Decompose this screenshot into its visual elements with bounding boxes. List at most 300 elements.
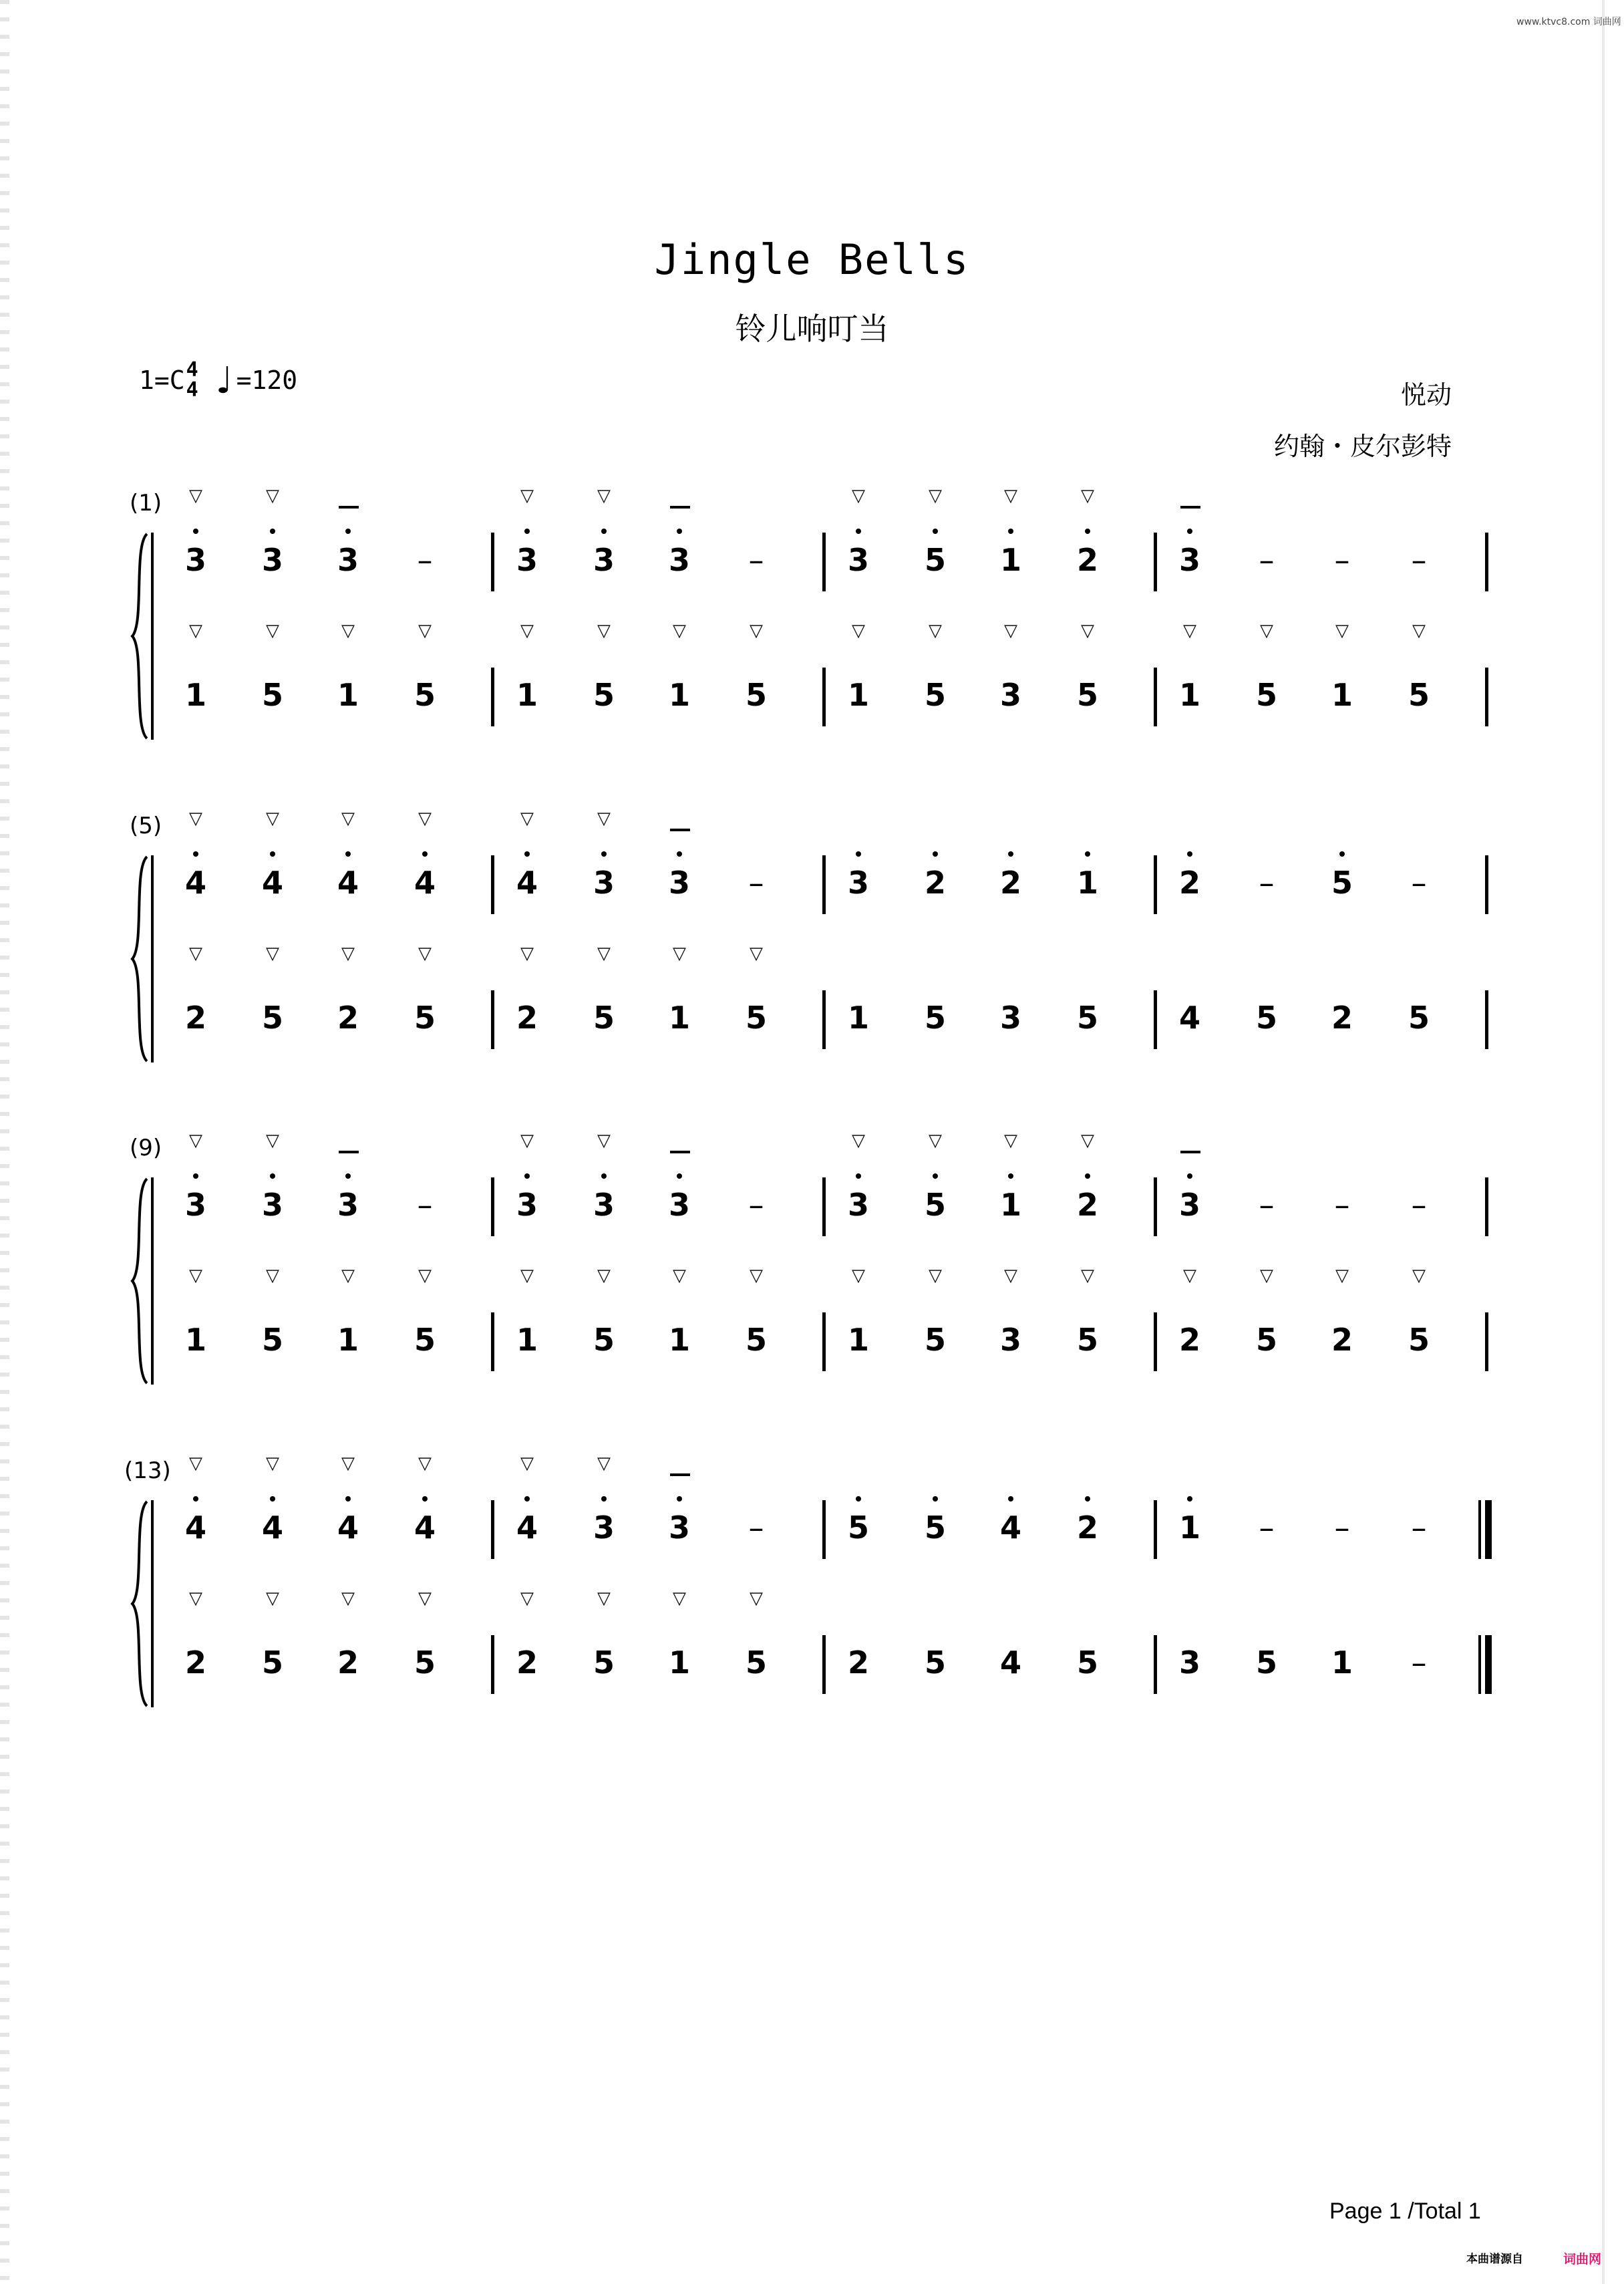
note-4: 4 <box>184 1510 206 1546</box>
page-footer: Page 1 /Total 1 <box>1329 2198 1481 2224</box>
note-1: 1 <box>999 542 1021 578</box>
sustain-dash: – <box>1411 542 1427 578</box>
octave-dot <box>1008 1496 1013 1502</box>
octave-dot <box>601 1173 607 1179</box>
octave-dot <box>856 1496 861 1502</box>
octave-dot <box>1187 1496 1192 1502</box>
note-5: 5 <box>1408 1000 1430 1036</box>
octave-dot <box>1187 1173 1192 1179</box>
quarter-note-icon: ♩ <box>211 358 235 403</box>
accent-mark-icon: ▽ <box>852 1266 865 1286</box>
accent-mark-icon: ▽ <box>418 1266 432 1286</box>
note-5: 5 <box>593 677 615 713</box>
octave-dot <box>270 1173 275 1179</box>
final-barline-thick <box>1485 1635 1492 1694</box>
sustain-dash: – <box>1334 542 1350 578</box>
accent-mark-icon: ▽ <box>418 1453 432 1473</box>
note-5: 5 <box>1331 865 1353 901</box>
system-left-barline <box>151 1177 154 1385</box>
accent-mark-icon: ▽ <box>929 1266 942 1286</box>
octave-dot <box>601 851 607 857</box>
time-signature <box>186 360 198 400</box>
note-5: 5 <box>745 1000 767 1036</box>
note-2: 2 <box>1076 1187 1098 1223</box>
octave-dot <box>422 851 428 857</box>
barline <box>1154 1312 1157 1371</box>
note-5: 5 <box>261 1645 283 1681</box>
note-4: 4 <box>337 865 359 901</box>
note-3: 3 <box>184 542 206 578</box>
accent-mark-icon: ▽ <box>266 1588 279 1608</box>
accent-mark-icon: ▽ <box>341 809 355 829</box>
note-3: 3 <box>847 865 869 901</box>
sustain-dash: – <box>748 542 764 578</box>
octave-dot <box>193 1173 198 1179</box>
note-5: 5 <box>593 1645 615 1681</box>
sustain-dash: – <box>1259 1510 1275 1546</box>
barline <box>491 668 494 726</box>
brace-icon <box>130 1500 150 1707</box>
note-1: 1 <box>184 677 206 713</box>
note-3: 3 <box>1178 1645 1200 1681</box>
octave-dot <box>856 1173 861 1179</box>
note-4: 4 <box>516 865 538 901</box>
barline <box>1485 1177 1488 1236</box>
note-3: 3 <box>516 1187 538 1223</box>
octave-dot <box>677 1173 682 1179</box>
note-4: 4 <box>1178 1000 1200 1036</box>
accent-mark-icon: ▽ <box>266 1131 279 1151</box>
note-2: 2 <box>516 1645 538 1681</box>
barline <box>1485 1312 1488 1371</box>
octave-dot <box>933 1496 938 1502</box>
barline <box>1154 1500 1157 1559</box>
octave-dot <box>933 529 938 534</box>
accent-mark-icon: ▽ <box>597 621 611 641</box>
note-2: 2 <box>924 865 946 901</box>
note-1: 1 <box>1178 677 1200 713</box>
note-3: 3 <box>593 1187 615 1223</box>
note-3: 3 <box>999 1000 1021 1036</box>
barline <box>1154 1635 1157 1694</box>
octave-dot <box>677 851 682 857</box>
accent-mark-icon: ▽ <box>597 1588 611 1608</box>
accent-mark-icon: ▽ <box>520 809 534 829</box>
note-3: 3 <box>184 1187 206 1223</box>
system-left-barline <box>151 1500 154 1707</box>
accent-mark-icon: ▽ <box>1004 621 1017 641</box>
barline <box>1485 855 1488 914</box>
note-1: 1 <box>337 677 359 713</box>
barline <box>1154 1177 1157 1236</box>
octave-dot <box>345 1496 351 1502</box>
sustain-dash: – <box>1411 1187 1427 1223</box>
measure-number: (5) <box>130 813 162 839</box>
octave-dot <box>270 529 275 534</box>
note-3: 3 <box>1178 542 1200 578</box>
accent-mark-icon: ▽ <box>418 944 432 964</box>
note-4: 4 <box>414 1510 436 1546</box>
note-1: 1 <box>668 1000 690 1036</box>
note-1: 1 <box>1076 865 1098 901</box>
note-1: 1 <box>184 1322 206 1358</box>
brace-icon <box>130 1177 150 1385</box>
note-3: 3 <box>999 677 1021 713</box>
note-4: 4 <box>261 1510 283 1546</box>
accent-mark-icon: ▽ <box>520 1131 534 1151</box>
octave-dot <box>524 851 530 857</box>
barline <box>491 533 494 591</box>
octave-dot <box>933 851 938 857</box>
note-3: 3 <box>668 1510 690 1546</box>
accent-mark-icon: ▽ <box>1412 621 1426 641</box>
accent-mark-icon: ▽ <box>1081 486 1094 506</box>
accent-mark-icon: ▽ <box>520 486 534 506</box>
accent-mark-icon: ▽ <box>1004 486 1017 506</box>
accent-mark-icon: ▽ <box>929 486 942 506</box>
note-2: 2 <box>1331 1322 1353 1358</box>
accent-mark-icon: ▽ <box>852 1131 865 1151</box>
note-2: 2 <box>1331 1000 1353 1036</box>
octave-dot <box>601 529 607 534</box>
sustain-dash: – <box>748 1187 764 1223</box>
octave-dot <box>524 1496 530 1502</box>
upper-line-mark <box>339 506 359 509</box>
brace-icon <box>130 855 150 1062</box>
sustain-dash: – <box>1259 542 1275 578</box>
note-3: 3 <box>668 1187 690 1223</box>
barline <box>1154 855 1157 914</box>
final-barline-thick <box>1485 1500 1492 1559</box>
note-2: 2 <box>1076 542 1098 578</box>
note-1: 1 <box>847 1000 869 1036</box>
accent-mark-icon: ▽ <box>597 1131 611 1151</box>
barline <box>491 1635 494 1694</box>
barline <box>491 1312 494 1371</box>
barline <box>491 1500 494 1559</box>
note-3: 3 <box>337 1187 359 1223</box>
accent-mark-icon: ▽ <box>520 1588 534 1608</box>
accent-mark-icon: ▽ <box>1081 1131 1094 1151</box>
accent-mark-icon: ▽ <box>520 621 534 641</box>
note-3: 3 <box>847 542 869 578</box>
accent-mark-icon: ▽ <box>418 1588 432 1608</box>
note-3: 3 <box>261 542 283 578</box>
note-5: 5 <box>745 1322 767 1358</box>
accent-mark-icon: ▽ <box>189 1588 202 1608</box>
accent-mark-icon: ▽ <box>1004 1266 1017 1286</box>
upper-line-mark <box>339 1151 359 1153</box>
octave-dot <box>270 851 275 857</box>
note-4: 4 <box>999 1645 1021 1681</box>
octave-dot <box>677 529 682 534</box>
note-4: 4 <box>516 1510 538 1546</box>
brace-icon <box>130 533 150 740</box>
octave-dot <box>1008 851 1013 857</box>
note-5: 5 <box>261 1000 283 1036</box>
note-5: 5 <box>924 1000 946 1036</box>
accent-mark-icon: ▽ <box>597 1453 611 1473</box>
octave-dot <box>601 1496 607 1502</box>
note-1: 1 <box>1331 1645 1353 1681</box>
sustain-dash: – <box>417 542 433 578</box>
sustain-dash: – <box>1334 1187 1350 1223</box>
note-1: 1 <box>337 1322 359 1358</box>
barline <box>491 1177 494 1236</box>
sustain-dash: – <box>1259 1187 1275 1223</box>
note-1: 1 <box>847 677 869 713</box>
note-3: 3 <box>847 1187 869 1223</box>
accent-mark-icon: ▽ <box>1335 1266 1349 1286</box>
note-5: 5 <box>593 1322 615 1358</box>
note-2: 2 <box>516 1000 538 1036</box>
accent-mark-icon: ▽ <box>1412 1266 1426 1286</box>
accent-mark-icon: ▽ <box>189 1131 202 1151</box>
barline <box>1485 668 1488 726</box>
barline <box>822 1177 826 1236</box>
sustain-dash: – <box>1259 865 1275 901</box>
final-barline-thin <box>1478 1635 1481 1694</box>
accent-mark-icon: ▽ <box>597 1266 611 1286</box>
accent-mark-icon: ▽ <box>266 944 279 964</box>
final-barline-thin <box>1478 1500 1481 1559</box>
accent-mark-icon: ▽ <box>341 944 355 964</box>
upper-line-mark <box>670 829 690 831</box>
accent-mark-icon: ▽ <box>750 621 763 641</box>
header-url: www.ktvc8.com 词曲网 <box>1516 17 1621 27</box>
accent-mark-icon: ▽ <box>189 1453 202 1473</box>
note-5: 5 <box>1076 677 1098 713</box>
note-5: 5 <box>414 677 436 713</box>
note-3: 3 <box>516 542 538 578</box>
note-5: 5 <box>1076 1322 1098 1358</box>
accent-mark-icon: ▽ <box>266 1266 279 1286</box>
octave-dot <box>345 529 351 534</box>
note-5: 5 <box>924 1510 946 1546</box>
note-3: 3 <box>593 542 615 578</box>
octave-dot <box>345 851 351 857</box>
note-5: 5 <box>1255 1322 1277 1358</box>
octave-dot <box>270 1496 275 1502</box>
note-4: 4 <box>261 865 283 901</box>
note-2: 2 <box>1178 865 1200 901</box>
note-3: 3 <box>337 542 359 578</box>
octave-dot <box>193 851 198 857</box>
note-1: 1 <box>1178 1510 1200 1546</box>
barline <box>822 1500 826 1559</box>
accent-mark-icon: ▽ <box>852 486 865 506</box>
measure-number: (1) <box>130 490 162 517</box>
accent-mark-icon: ▽ <box>341 1588 355 1608</box>
note-1: 1 <box>1331 677 1353 713</box>
upper-line-mark <box>670 1473 690 1476</box>
accent-mark-icon: ▽ <box>520 1453 534 1473</box>
note-5: 5 <box>924 1187 946 1223</box>
note-3: 3 <box>261 1187 283 1223</box>
credit-composer: 约翰・皮尔彭特 <box>1273 432 1452 461</box>
sustain-dash: – <box>1411 1510 1427 1546</box>
accent-mark-icon: ▽ <box>189 1266 202 1286</box>
barline <box>822 855 826 914</box>
measure-number: (13) <box>124 1457 171 1484</box>
tempo-value: =120 <box>236 366 298 395</box>
system-left-barline <box>151 855 154 1062</box>
accent-mark-icon: ▽ <box>1004 1131 1017 1151</box>
sustain-dash: – <box>417 1187 433 1223</box>
source-logo: 词曲网 <box>1563 2252 1602 2267</box>
accent-mark-icon: ▽ <box>266 486 279 506</box>
octave-dot <box>856 529 861 534</box>
accent-mark-icon: ▽ <box>1081 1266 1094 1286</box>
note-5: 5 <box>1255 677 1277 713</box>
note-2: 2 <box>184 1645 206 1681</box>
accent-mark-icon: ▽ <box>673 1588 686 1608</box>
accent-mark-icon: ▽ <box>520 1266 534 1286</box>
accent-mark-icon: ▽ <box>929 621 942 641</box>
barline <box>822 668 826 726</box>
accent-mark-icon: ▽ <box>750 1588 763 1608</box>
note-4: 4 <box>337 1510 359 1546</box>
upper-line-mark <box>670 1151 690 1153</box>
barline <box>1485 533 1488 591</box>
accent-mark-icon: ▽ <box>266 809 279 829</box>
accent-mark-icon: ▽ <box>673 944 686 964</box>
barline <box>822 533 826 591</box>
note-5: 5 <box>1408 677 1430 713</box>
accent-mark-icon: ▽ <box>1335 621 1349 641</box>
sustain-dash: – <box>748 1510 764 1546</box>
accent-mark-icon: ▽ <box>341 1453 355 1473</box>
note-1: 1 <box>999 1187 1021 1223</box>
time-signature-bottom: 4 <box>186 378 198 402</box>
note-4: 4 <box>414 865 436 901</box>
source-stamp: 本曲谱源自 <box>1466 2253 1523 2266</box>
octave-dot <box>1085 851 1090 857</box>
octave-dot <box>193 1496 198 1502</box>
note-5: 5 <box>924 677 946 713</box>
accent-mark-icon: ▽ <box>341 621 355 641</box>
accent-mark-icon: ▽ <box>418 809 432 829</box>
accent-mark-icon: ▽ <box>189 621 202 641</box>
note-5: 5 <box>1255 1000 1277 1036</box>
note-1: 1 <box>847 1322 869 1358</box>
barline <box>1485 990 1488 1049</box>
note-2: 2 <box>337 1000 359 1036</box>
time-signature-top: 4 <box>186 358 198 382</box>
note-3: 3 <box>1178 1187 1200 1223</box>
accent-mark-icon: ▽ <box>750 1266 763 1286</box>
octave-dot <box>524 529 530 534</box>
octave-dot <box>1085 1173 1090 1179</box>
accent-mark-icon: ▽ <box>266 621 279 641</box>
upper-line-mark <box>670 506 690 509</box>
accent-mark-icon: ▽ <box>597 944 611 964</box>
note-5: 5 <box>1076 1000 1098 1036</box>
accent-mark-icon: ▽ <box>189 809 202 829</box>
note-5: 5 <box>745 1645 767 1681</box>
key-tempo-line <box>139 358 297 403</box>
accent-mark-icon: ▽ <box>1183 621 1196 641</box>
accent-mark-icon: ▽ <box>673 621 686 641</box>
accent-mark-icon: ▽ <box>673 1266 686 1286</box>
note-5: 5 <box>261 1322 283 1358</box>
note-5: 5 <box>593 1000 615 1036</box>
barline <box>1154 668 1157 726</box>
note-1: 1 <box>516 1322 538 1358</box>
barline <box>822 990 826 1049</box>
note-5: 5 <box>1255 1645 1277 1681</box>
accent-mark-icon: ▽ <box>341 1266 355 1286</box>
note-5: 5 <box>745 677 767 713</box>
accent-mark-icon: ▽ <box>418 621 432 641</box>
octave-dot <box>1085 1496 1090 1502</box>
accent-mark-icon: ▽ <box>750 944 763 964</box>
note-5: 5 <box>414 1000 436 1036</box>
barline <box>822 1635 826 1694</box>
measure-number: (9) <box>130 1135 162 1161</box>
note-5: 5 <box>847 1510 869 1546</box>
accent-mark-icon: ▽ <box>1260 1266 1273 1286</box>
note-3: 3 <box>999 1322 1021 1358</box>
note-2: 2 <box>847 1645 869 1681</box>
octave-dot <box>1187 529 1192 534</box>
upper-line-mark <box>1180 506 1200 509</box>
note-3: 3 <box>593 1510 615 1546</box>
octave-dot <box>1339 851 1345 857</box>
upper-line-mark <box>1180 1151 1200 1153</box>
note-3: 3 <box>668 865 690 901</box>
note-1: 1 <box>668 1322 690 1358</box>
octave-dot <box>933 1173 938 1179</box>
note-5: 5 <box>261 677 283 713</box>
barline <box>1154 533 1157 591</box>
accent-mark-icon: ▽ <box>266 1453 279 1473</box>
octave-dot <box>193 529 198 534</box>
octave-dot <box>1008 1173 1013 1179</box>
octave-dot <box>1085 529 1090 534</box>
accent-mark-icon: ▽ <box>520 944 534 964</box>
note-1: 1 <box>516 677 538 713</box>
sustain-dash: – <box>1411 1645 1427 1681</box>
note-2: 2 <box>1076 1510 1098 1546</box>
barline <box>1154 990 1157 1049</box>
note-2: 2 <box>337 1645 359 1681</box>
accent-mark-icon: ▽ <box>852 621 865 641</box>
sustain-dash: – <box>1334 1510 1350 1546</box>
note-4: 4 <box>999 1510 1021 1546</box>
note-3: 3 <box>668 542 690 578</box>
note-1: 1 <box>668 1645 690 1681</box>
octave-dot <box>1187 851 1192 857</box>
note-5: 5 <box>1076 1645 1098 1681</box>
octave-dot <box>524 1173 530 1179</box>
octave-dot <box>1008 529 1013 534</box>
credit-lyricist: 悦动 <box>1400 380 1452 410</box>
octave-dot <box>677 1496 682 1502</box>
barline <box>491 855 494 914</box>
accent-mark-icon: ▽ <box>1183 1266 1196 1286</box>
note-5: 5 <box>414 1645 436 1681</box>
sustain-dash: – <box>748 865 764 901</box>
note-2: 2 <box>184 1000 206 1036</box>
note-1: 1 <box>668 677 690 713</box>
note-3: 3 <box>593 865 615 901</box>
accent-mark-icon: ▽ <box>189 486 202 506</box>
song-title: Jingle Bells <box>654 235 970 284</box>
barline <box>491 990 494 1049</box>
note-5: 5 <box>1408 1322 1430 1358</box>
accent-mark-icon: ▽ <box>1260 621 1273 641</box>
